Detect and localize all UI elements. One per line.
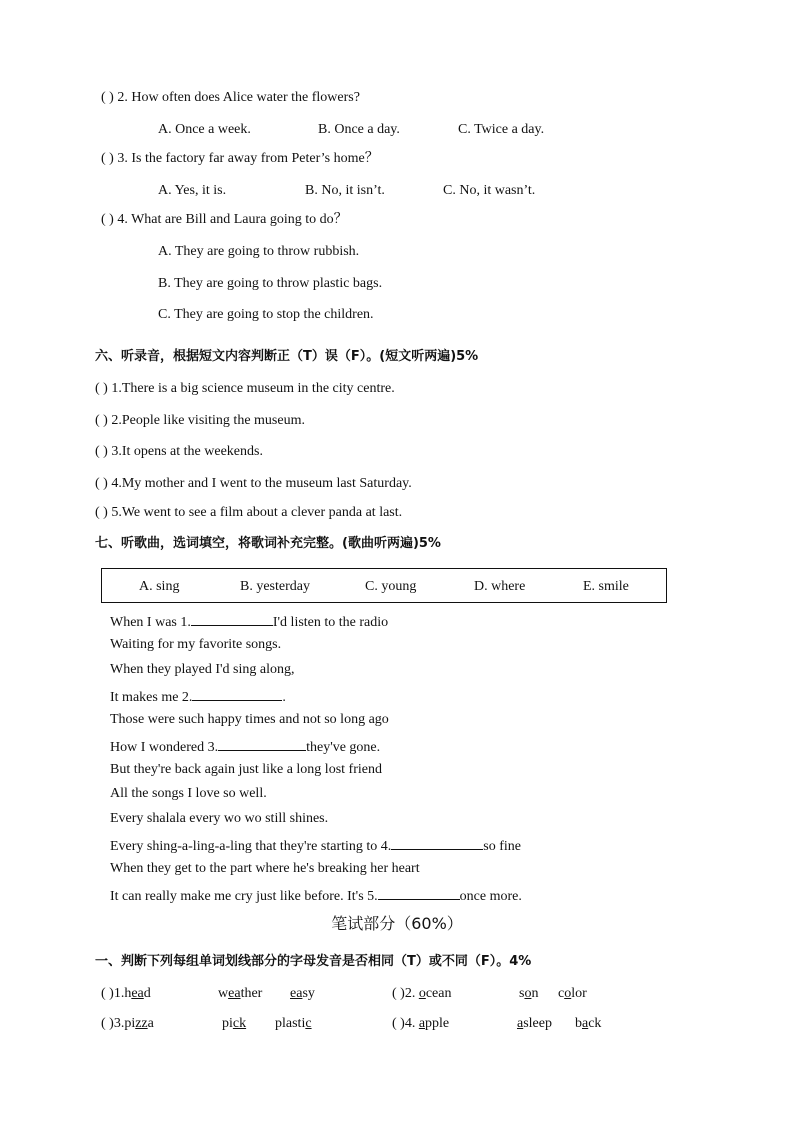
q3-option-a: A. Yes, it is. [158,183,227,198]
word-1: head [124,986,151,1001]
lyric-line-6: How I wondered 3. they've gone. [110,736,380,757]
question-text: 4. What are Bill and Laura going to do？ [117,212,348,227]
word-option-c: C. young [365,579,417,594]
phonics-group-1: ( )1.head [101,986,151,1001]
answer-paren[interactable]: ( ) [101,90,114,105]
phonics-word: pick [222,1016,247,1031]
word-option-d: D. where [474,579,526,594]
lyric-line-5: Those were such happy times and not so long ago [110,712,389,727]
answer-paren[interactable]: ( ) [392,1016,405,1031]
word-option-a: A. sing [139,579,180,594]
answer-paren[interactable]: ( ) [101,151,114,166]
item-text: 1.There is a big science museum in the city centre. [111,381,395,396]
q2-option-c: C. Twice a day. [458,122,545,137]
written-part-title: 笔试部分（60%） [331,914,463,933]
question-3 [101,150,379,168]
q2-option-b: B. Once a day. [318,122,400,137]
item-text: 4.My mother and I went to the museum last Saturday. [111,476,412,491]
q4-option-c: C. They are going to stop the children. [158,307,374,322]
lyric-line-9: Every shalala every wo wo still shines. [110,811,329,826]
blank-3[interactable] [218,736,306,751]
phonics-word: back [575,1016,602,1031]
q4-option-b: B. They are going to throw plastic bags. [158,276,383,291]
q2-option-a: A. Once a week. [158,122,251,137]
lyric-line-3: When they played I'd sing along, [110,662,295,677]
q4-option-a: A. They are going to throw rubbish. [158,244,360,259]
phonics-group-3: ( )3.pizza [101,1016,154,1031]
answer-paren[interactable]: ( ) [101,212,114,227]
question-text: 3. Is the factory far away from Peter’s home？ [117,151,379,166]
lyric-line-12: It can really make me cry just like before. It's 5. once more. [110,885,522,906]
written-section-1-heading: 一、判断下列每组单词划线部分的字母发音是否相同（T）或不同（F）。4% [95,954,532,969]
item-text: 3.It opens at the weekends. [111,444,263,459]
blank-2[interactable] [192,686,282,701]
word-1: apple [418,1016,450,1031]
answer-paren[interactable]: ( ) [95,476,108,491]
item-text: 5.We went to see a film about a clever panda at last. [111,505,403,520]
answer-paren[interactable]: ( ) [95,505,108,520]
question-2 [101,89,360,107]
blank-5[interactable] [378,885,460,900]
phonics-word: easy [290,986,315,1001]
word-option-e: E. smile [583,579,629,594]
phonics-group-4: ( )4. apple [392,1016,450,1031]
question-text: 2. How often does Alice water the flowers? [117,90,360,105]
phonics-group-2: ( )2. ocean [392,986,452,1001]
phonics-word: asleep [517,1016,552,1031]
lyric-line-7: But they're back again just like a long lost friend [110,762,382,777]
answer-paren[interactable]: ( ) [95,444,108,459]
lyric-line-11: When they get to the part where he's breaking her heart [110,861,420,876]
section-6-item [95,380,395,398]
section-6-item [95,504,402,522]
lyric-line-4: It makes me 2. . [110,686,286,707]
phonics-word: color [558,986,587,1001]
blank-1[interactable] [191,611,273,626]
answer-paren[interactable]: ( ) [101,1016,114,1031]
blank-4[interactable] [391,835,483,850]
question-4 [101,211,348,229]
answer-paren[interactable]: ( ) [95,413,108,428]
section-6-item [95,443,263,461]
q3-option-b: B. No, it isn’t. [305,183,385,198]
section-6-item [95,475,412,493]
section-6-heading: 六、听录音，根据短文内容判断正（T）误（F）。(短文听两遍)5% [95,349,479,364]
lyric-line-2: Waiting for my favorite songs. [110,637,282,652]
word-option-b: B. yesterday [240,579,310,594]
item-text: 2.People like visiting the museum. [111,413,305,428]
phonics-word: son [519,986,539,1001]
section-7-heading: 七、听歌曲，选词填空，将歌词补充完整。(歌曲听两遍)5% [95,536,441,551]
q3-option-c: C. No, it wasn’t. [443,183,536,198]
answer-paren[interactable]: ( ) [392,986,405,1001]
answer-paren[interactable]: ( ) [95,381,108,396]
phonics-word: weather [218,986,263,1001]
answer-paren[interactable]: ( ) [101,986,114,1001]
lyric-line-1: When I was 1. I'd listen to the radio [110,611,388,632]
word-1: ocean [418,986,452,1001]
lyric-line-10: Every shing-a-ling-a-ling that they're starting to 4. so fine [110,835,521,856]
word-1: pizza [124,1016,154,1031]
phonics-word: plastic [275,1016,312,1031]
section-6-item [95,412,305,430]
lyric-line-8: All the songs I love so well. [110,786,267,801]
